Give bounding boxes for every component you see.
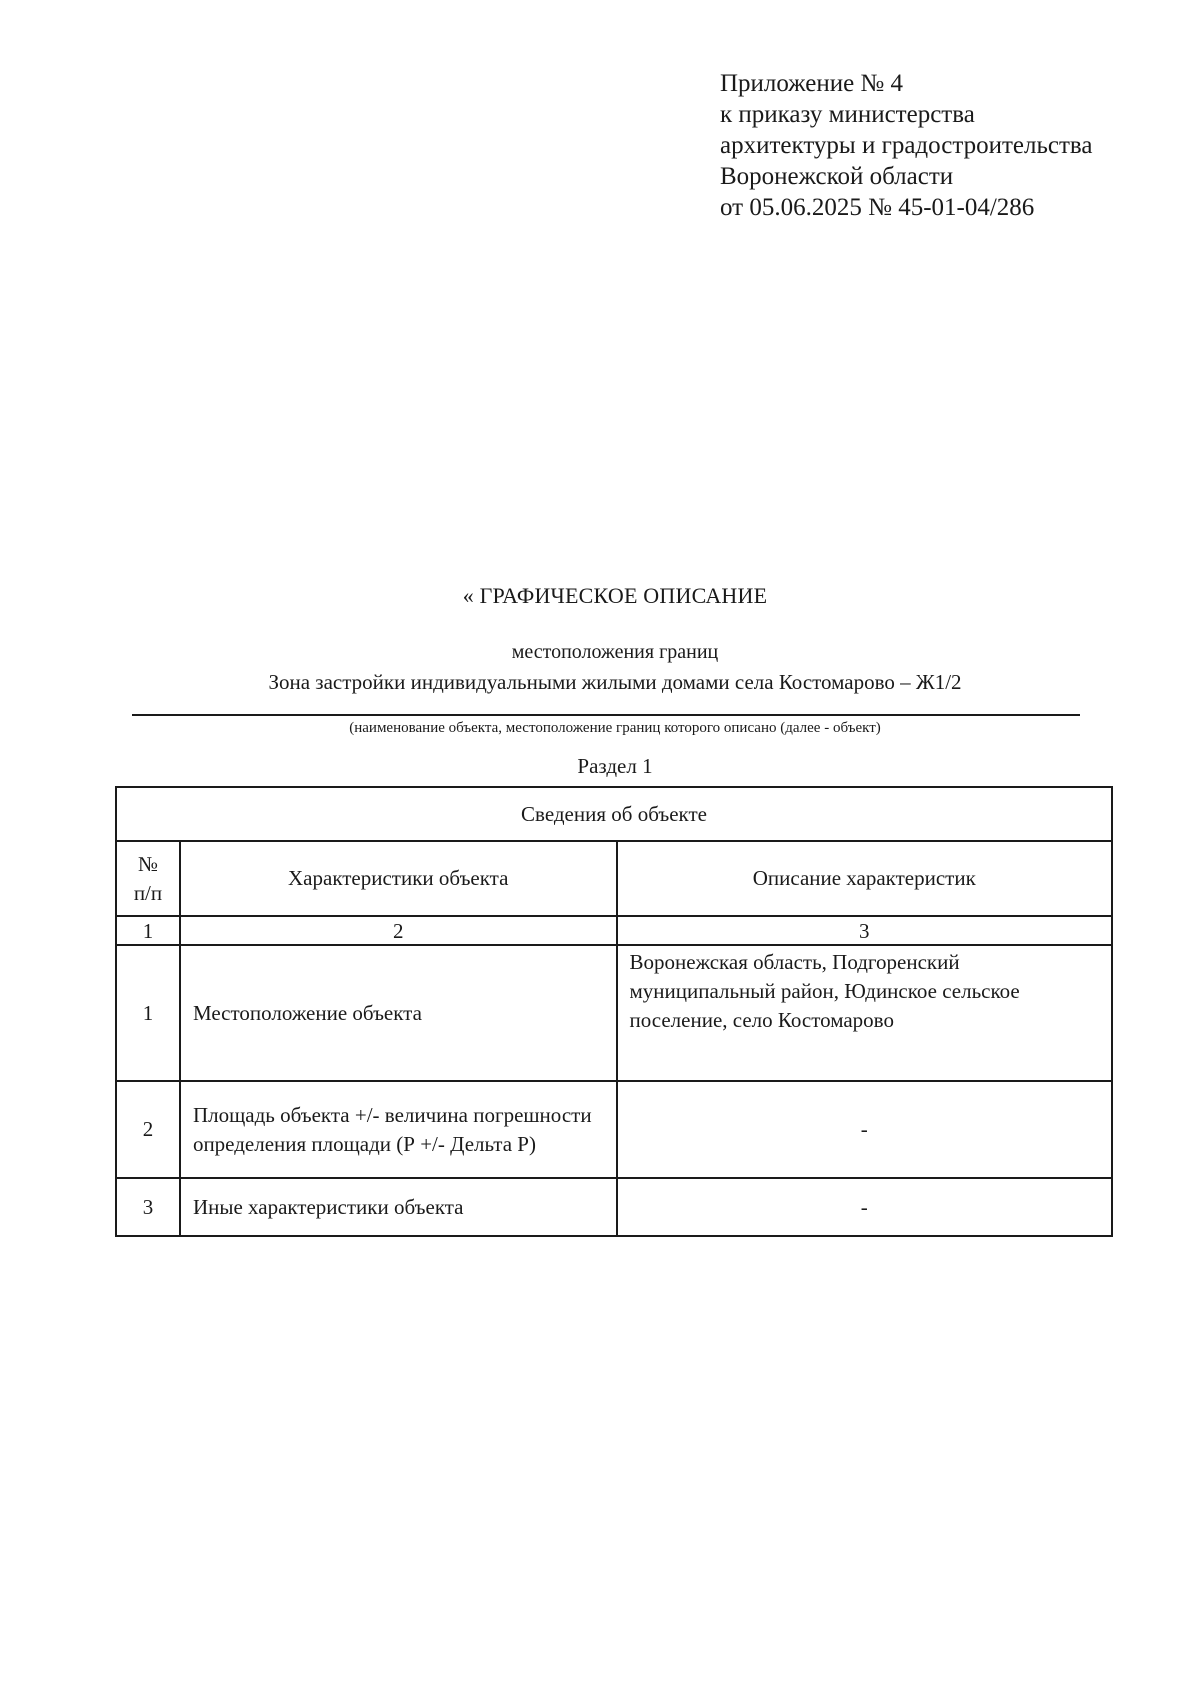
appendix-line: Воронежской области xyxy=(720,163,954,190)
row-characteristic: Местоположение объекта xyxy=(180,945,617,1081)
row-number: 2 xyxy=(116,1081,180,1178)
row-description: - xyxy=(617,1178,1112,1236)
appendix-line: к приказу министерства xyxy=(720,101,975,128)
document-title: « ГРАФИЧЕСКОЕ ОПИСАНИЕ xyxy=(462,583,768,608)
row-number: 1 xyxy=(116,945,180,1081)
table-row xyxy=(116,1081,1112,1178)
table-row xyxy=(116,1178,1112,1236)
appendix-block xyxy=(720,68,1092,223)
row-characteristic: Иные характеристики объекта xyxy=(180,1178,617,1236)
object-name: Зона застройки индивидуальными жилыми домами села Костомарово – Ж1/2 xyxy=(268,670,962,694)
row-characteristic: Площадь объекта +/- величина погрешности определения площади (Р +/- Дельта Р) xyxy=(180,1081,617,1178)
table-caption-row xyxy=(116,787,1112,841)
index-cell: 3 xyxy=(617,916,1112,945)
object-info-table xyxy=(115,786,1113,1237)
appendix-line: Приложение № 4 xyxy=(720,70,904,97)
table-caption: Сведения об объекте xyxy=(116,787,1112,841)
header-number-line1: № xyxy=(137,851,158,876)
appendix-line: от 05.06.2025 № 45-01-04/286 xyxy=(720,194,1035,221)
table-row xyxy=(116,945,1112,1081)
underline-divider xyxy=(132,714,1080,716)
row-description: - xyxy=(617,1081,1112,1178)
section-heading: Раздел 1 xyxy=(577,754,653,778)
table-header-row xyxy=(116,841,1112,916)
document-subtitle: местоположения границ xyxy=(511,641,719,663)
appendix-line: архитектуры и градостроительства xyxy=(720,132,1093,159)
table-index-row xyxy=(116,916,1112,945)
header-number-line2: п/п xyxy=(133,880,163,905)
object-name-caption: (наименование объекта, местоположение границ которого описано (далее - объект) xyxy=(349,720,881,736)
row-number: 3 xyxy=(116,1178,180,1236)
header-description: Описание характеристик xyxy=(617,841,1112,916)
row-description: Воронежская область, Подгоренский муниципальный район, Юдинское сельское поселение, село Костомарово xyxy=(617,945,1112,1081)
index-cell: 1 xyxy=(116,916,180,945)
index-cell: 2 xyxy=(180,916,617,945)
header-number xyxy=(116,841,180,916)
header-characteristic: Характеристики объекта xyxy=(180,841,617,916)
